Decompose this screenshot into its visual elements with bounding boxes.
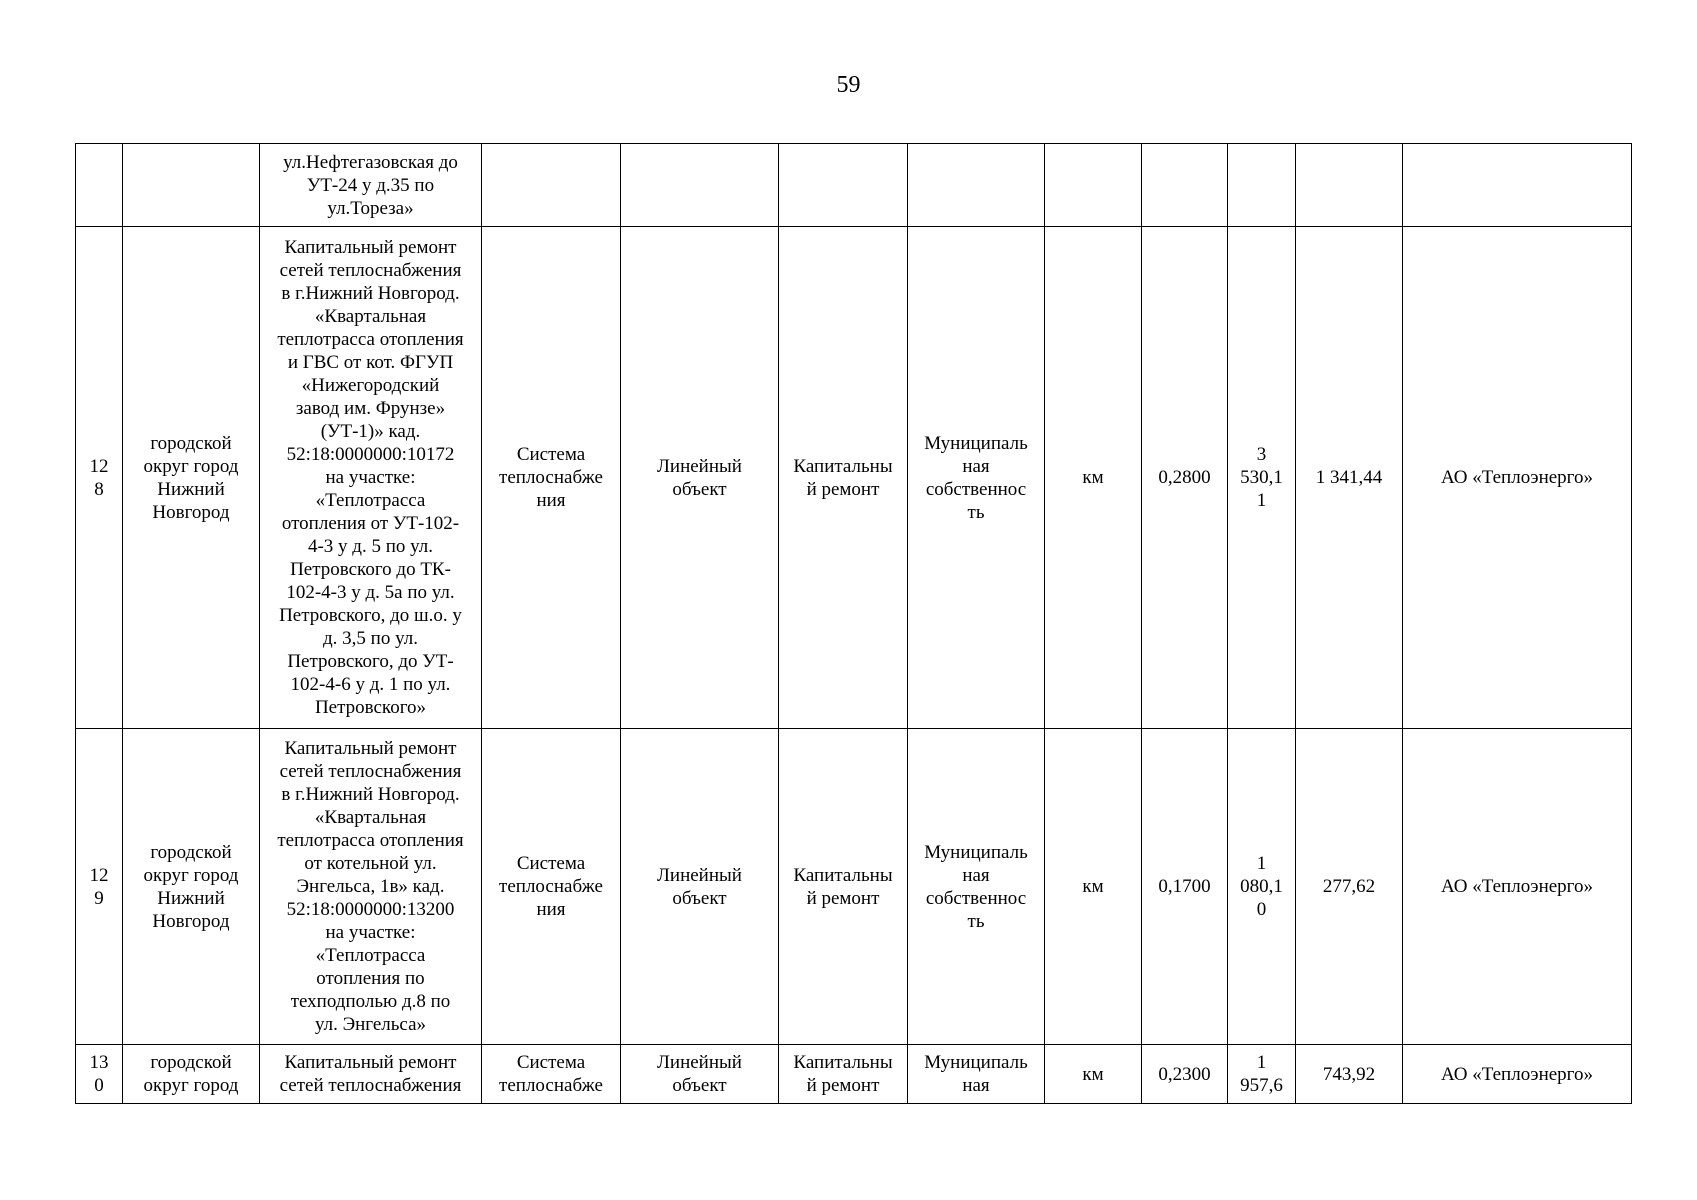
cost-cell: 1 080,1 0 [1228,729,1296,1045]
unit-cell: км [1045,729,1142,1045]
district-cell: городской округ город Нижний Новгород [123,729,260,1045]
work-type-cell: Капитальны й ремонт [779,1045,908,1104]
description-cell: ул.Нефтегазовская до УТ-24 у д.35 по ул.Тореза» [260,144,482,227]
total-cell: 1 341,44 [1296,227,1403,729]
unit-cell: км [1045,227,1142,729]
ownership-cell: Муниципаль ная собственнос ть [908,729,1045,1045]
system-cell: Система теплоснабже ния [482,729,621,1045]
table-row [76,144,1632,227]
row-number-cell [76,144,123,227]
registry-table [75,143,1632,1104]
quantity-cell: 0,2300 [1142,1045,1228,1104]
table-row [76,227,1632,729]
object-type-cell [621,144,779,227]
work-type-cell [779,144,908,227]
system-cell: Система теплоснабже [482,1045,621,1104]
cost-cell [1228,144,1296,227]
total-cell: 743,92 [1296,1045,1403,1104]
district-cell: городской округ город Нижний Новгород [123,227,260,729]
object-type-cell: Линейный объект [621,227,779,729]
row-number-cell: 12 9 [76,729,123,1045]
district-cell: городской округ город [123,1045,260,1104]
object-type-cell: Линейный объект [621,729,779,1045]
table-row [76,729,1632,1045]
row-number-cell: 12 8 [76,227,123,729]
work-type-cell: Капитальны й ремонт [779,729,908,1045]
unit-cell [1045,144,1142,227]
total-cell [1296,144,1403,227]
ownership-cell [908,144,1045,227]
table-row [76,1045,1632,1104]
operator-cell: АО «Теплоэнерго» [1403,729,1632,1045]
quantity-cell [1142,144,1228,227]
system-cell [482,144,621,227]
object-type-cell: Линейный объект [621,1045,779,1104]
page-number: 59 [836,72,861,98]
total-cell: 277,62 [1296,729,1403,1045]
description-cell: Капитальный ремонт сетей теплоснабжения [260,1045,482,1104]
quantity-cell: 0,2800 [1142,227,1228,729]
description-cell: Капитальный ремонт сетей теплоснабжения в г.Нижний Новгород. «Квартальная теплотрасса отопления и ГВС от кот. ФГУП «Нижегородский завод им. Фрунзе» (УТ-1)» кад. 52:18:0000000:10172 на участке: «Теплотрасса отопления от УТ-102- 4-3 у д. 5 по ул. Петровского до ТК- 102-4-3 у д. 5а по ул. Петровского, до ш.о. у д. 3,5 по ул. Петровского, до УТ- 102-4-6 у д. 1 по ул. Петровского» [260,227,482,729]
cost-cell: 3 530,1 1 [1228,227,1296,729]
ownership-cell: Муниципаль ная [908,1045,1045,1104]
cost-cell: 1 957,6 [1228,1045,1296,1104]
operator-cell: АО «Теплоэнерго» [1403,227,1632,729]
quantity-cell: 0,1700 [1142,729,1228,1045]
operator-cell [1403,144,1632,227]
operator-cell: АО «Теплоэнерго» [1403,1045,1632,1104]
description-cell: Капитальный ремонт сетей теплоснабжения в г.Нижний Новгород. «Квартальная теплотрасса отопления от котельной ул. Энгельса, 1в» кад. 52:18:0000000:13200 на участке: «Теплотрасса отопления по техподполью д.8 по ул. Энгельса» [260,729,482,1045]
system-cell: Система теплоснабже ния [482,227,621,729]
unit-cell: км [1045,1045,1142,1104]
work-type-cell: Капитальны й ремонт [779,227,908,729]
ownership-cell: Муниципаль ная собственнос ть [908,227,1045,729]
row-number-cell: 13 0 [76,1045,123,1104]
district-cell [123,144,260,227]
